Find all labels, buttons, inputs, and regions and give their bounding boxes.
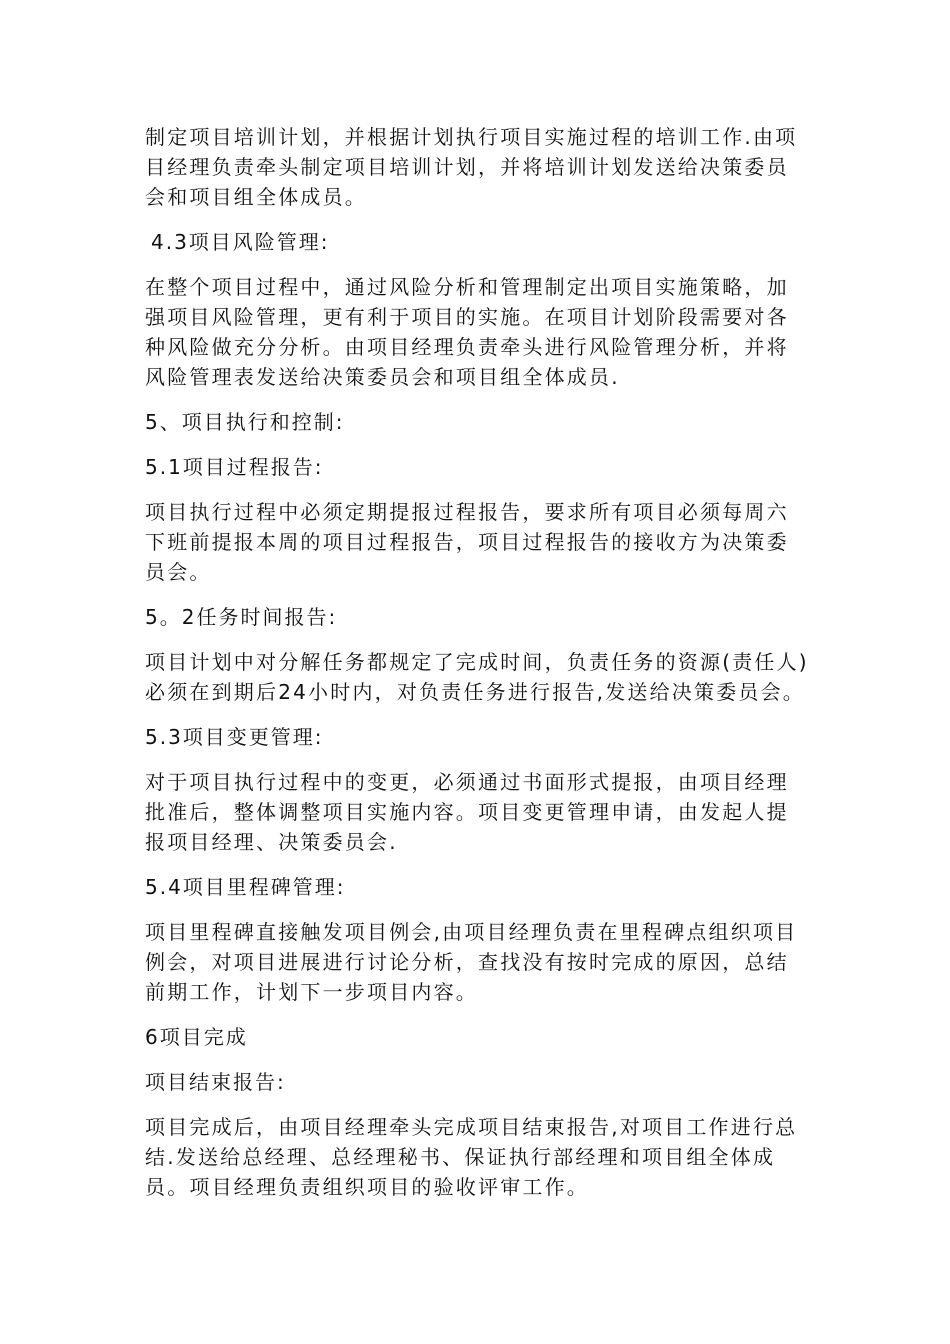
heading-5-1-process-report: 5.1项目过程报告: [145,455,324,479]
document-page [145,122,810,1217]
paragraph-risk-management: 在整个项目过程中，通过风险分析和管理制定出项目实施策略，加强项目风险管理，更有利于项目的实施。在项目计划阶段需要对各种风险做充分分析。由项目经理负责牵头进行风险管理分析，并将风险管理表发送给决策委员会和项目组全体成员. [145,275,789,389]
heading-5-2-task-time-report: 5。2任务时间报告: [145,605,338,629]
heading-5-4-milestone-management: 5.4项目里程碑管理: [145,875,346,899]
heading-6-project-completion: 6项目完成 [145,1025,248,1049]
paragraph-closing-report: 项目完成后，由项目经理牵头完成项目结束报告,对项目工作进行总结.发送给总经理、总经理秘书、保证执行部经理和项目组全体成员。项目经理负责组织项目的验收评审工作。 [145,1115,798,1199]
paragraph-change-management: 对于项目执行过程中的变更，必须通过书面形式提报，由项目经理批准后，整体调整项目实施内容。项目变更管理申请，由发起人提报项目经理、决策委员会. [145,770,789,854]
heading-4-3-risk-management: 4.3项目风险管理: [151,230,330,254]
paragraph-task-time-report: 项目计划中对分解任务都规定了完成时间，负责任务的资源(责任人)必须在到期后24小时内，对负责任务进行报告,发送给决策委员会。 [145,650,809,704]
paragraph-milestone-management: 项目里程碑直接触发项目例会,由项目经理负责在里程碑点组织项目例会，对项目进展进行讨论分析，查找没有按时完成的原因，总结前期工作，计划下一步项目内容。 [145,920,798,1004]
paragraph-process-report: 项目执行过程中必须定期提报过程报告，要求所有项目必须每周六下班前提报本周的项目过程报告，项目过程报告的接收方为决策委员会。 [145,500,789,584]
paragraph-training-plan: 制定项目培训计划，并根据计划执行项目实施过程的培训工作.由项目经理负责牵头制定项目培训计划，并将培训计划发送给决策委员会和项目组全体成员。 [145,125,798,209]
heading-5-3-change-management: 5.3项目变更管理: [145,725,324,749]
heading-5-execution-control: 5、项目执行和控制: [145,410,345,434]
heading-project-closing-report: 项目结束报告: [145,1070,286,1094]
